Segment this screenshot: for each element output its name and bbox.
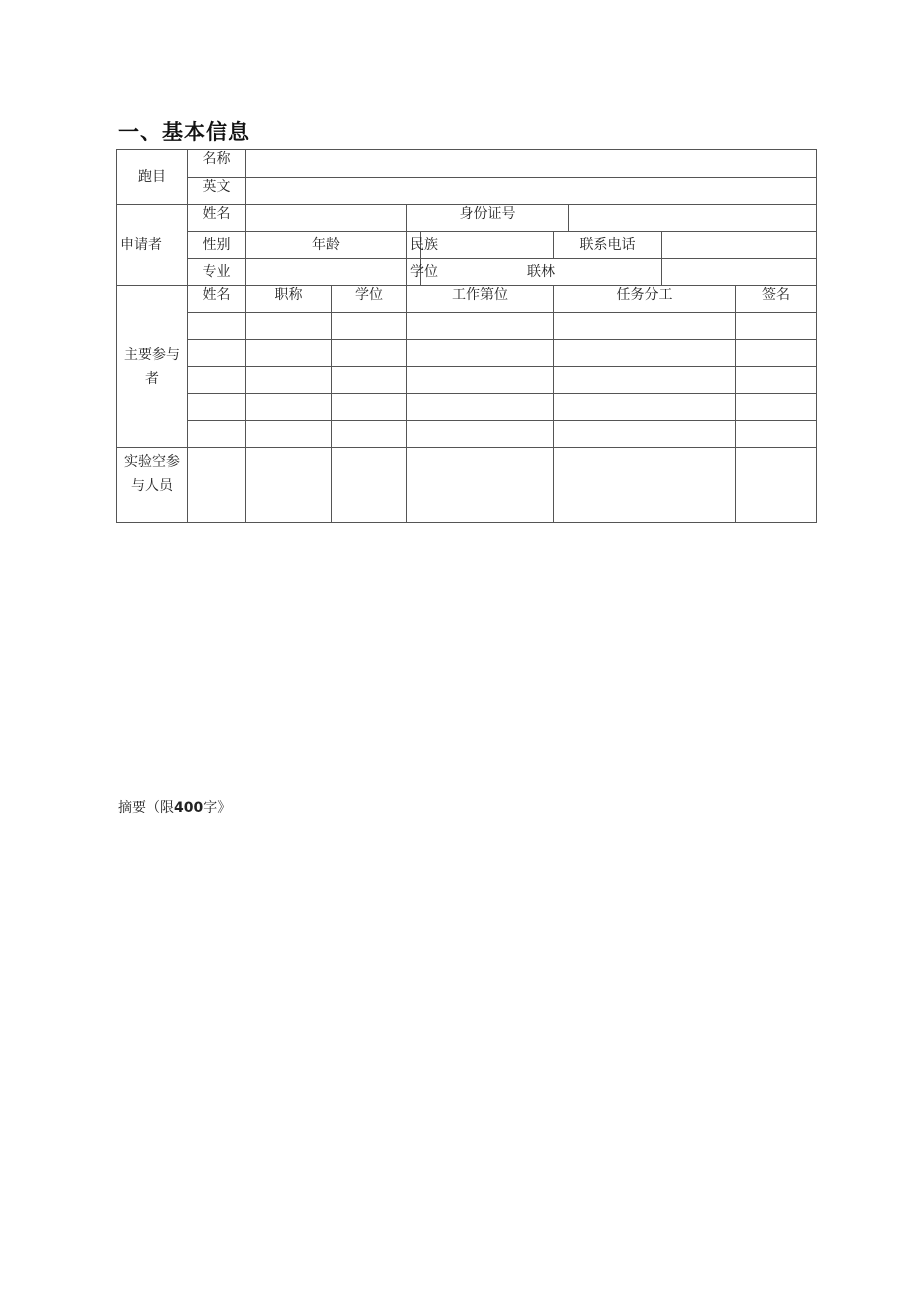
participant-cell[interactable] bbox=[246, 394, 332, 421]
applicant-phone-field[interactable] bbox=[662, 232, 817, 259]
participant-cell[interactable] bbox=[407, 421, 554, 448]
applicant-age-label: 年龄 bbox=[246, 232, 407, 259]
participant-cell[interactable] bbox=[188, 313, 246, 340]
participant-cell[interactable] bbox=[736, 313, 817, 340]
applicant-name-label: 姓名 bbox=[188, 205, 246, 232]
participants-col-name: 姓名 bbox=[188, 286, 246, 313]
applicant-degree-label: 学位 bbox=[407, 259, 421, 286]
participant-cell[interactable] bbox=[332, 421, 407, 448]
participant-cell[interactable] bbox=[407, 394, 554, 421]
abstract-label bbox=[118, 797, 231, 817]
participants-col-workplace: 工作第位 bbox=[407, 286, 554, 313]
applicant-gender-label: 性别 bbox=[188, 232, 246, 259]
participant-cell[interactable] bbox=[188, 394, 246, 421]
table-row bbox=[117, 367, 817, 394]
lab-cell[interactable] bbox=[407, 448, 554, 523]
participant-cell[interactable] bbox=[554, 340, 736, 367]
lab-cell[interactable] bbox=[332, 448, 407, 523]
applicant-phone-label: 联系电话 bbox=[554, 232, 662, 259]
table-row bbox=[117, 394, 817, 421]
lab-cell[interactable] bbox=[188, 448, 246, 523]
participant-cell[interactable] bbox=[332, 367, 407, 394]
table-row bbox=[117, 313, 817, 340]
participant-cell[interactable] bbox=[736, 340, 817, 367]
abstract-limit: 400 bbox=[174, 800, 204, 816]
lab-cell[interactable] bbox=[246, 448, 332, 523]
participant-cell[interactable] bbox=[554, 313, 736, 340]
abstract-suffix: 字》 bbox=[203, 800, 232, 816]
basic-info-table bbox=[116, 149, 817, 523]
project-label: 跑目 bbox=[117, 150, 188, 205]
table-row bbox=[117, 340, 817, 367]
applicant-ethnicity-label: 民族 bbox=[407, 232, 421, 259]
participants-label: 主要参与者 bbox=[117, 286, 188, 448]
participant-cell[interactable] bbox=[736, 421, 817, 448]
participants-col-task: 任务分工 bbox=[554, 286, 736, 313]
participants-col-degree: 学位 bbox=[332, 286, 407, 313]
participant-cell[interactable] bbox=[246, 340, 332, 367]
participant-cell[interactable] bbox=[554, 367, 736, 394]
project-english-field[interactable] bbox=[246, 178, 817, 205]
participants-col-signature: 签名 bbox=[736, 286, 817, 313]
applicant-id-field[interactable] bbox=[569, 205, 817, 232]
participant-cell[interactable] bbox=[554, 394, 736, 421]
participant-cell[interactable] bbox=[332, 313, 407, 340]
applicant-name-field[interactable] bbox=[246, 205, 407, 232]
participant-cell[interactable] bbox=[188, 421, 246, 448]
project-english-label: 英文 bbox=[188, 178, 246, 205]
applicant-major-field[interactable] bbox=[246, 259, 407, 286]
participant-cell[interactable] bbox=[736, 367, 817, 394]
applicant-contact-label: 联林 bbox=[421, 259, 662, 286]
lab-cell[interactable] bbox=[736, 448, 817, 523]
applicant-ethnicity-field[interactable] bbox=[421, 232, 554, 259]
project-name-label: 名称 bbox=[188, 150, 246, 178]
applicant-major-label: 专业 bbox=[188, 259, 246, 286]
participant-cell[interactable] bbox=[407, 313, 554, 340]
project-name-field[interactable] bbox=[246, 150, 817, 178]
abstract-prefix: 摘要（限 bbox=[118, 800, 174, 816]
participant-cell[interactable] bbox=[246, 313, 332, 340]
lab-cell[interactable] bbox=[554, 448, 736, 523]
table-row bbox=[117, 421, 817, 448]
applicant-contact-field[interactable] bbox=[662, 259, 817, 286]
participant-cell[interactable] bbox=[188, 340, 246, 367]
participants-col-title: 职称 bbox=[246, 286, 332, 313]
participant-cell[interactable] bbox=[188, 367, 246, 394]
participant-cell[interactable] bbox=[736, 394, 817, 421]
participant-cell[interactable] bbox=[332, 394, 407, 421]
participant-cell[interactable] bbox=[246, 421, 332, 448]
lab-label: 实验空参与人员 bbox=[117, 448, 188, 523]
participant-cell[interactable] bbox=[407, 340, 554, 367]
participant-cell[interactable] bbox=[407, 367, 554, 394]
applicant-id-label: 身份证号 bbox=[407, 205, 569, 232]
participant-cell[interactable] bbox=[332, 340, 407, 367]
section-title: 一、基本信息 bbox=[118, 120, 250, 144]
participant-cell[interactable] bbox=[554, 421, 736, 448]
participant-cell[interactable] bbox=[246, 367, 332, 394]
applicant-label: 申请者 bbox=[117, 205, 188, 286]
